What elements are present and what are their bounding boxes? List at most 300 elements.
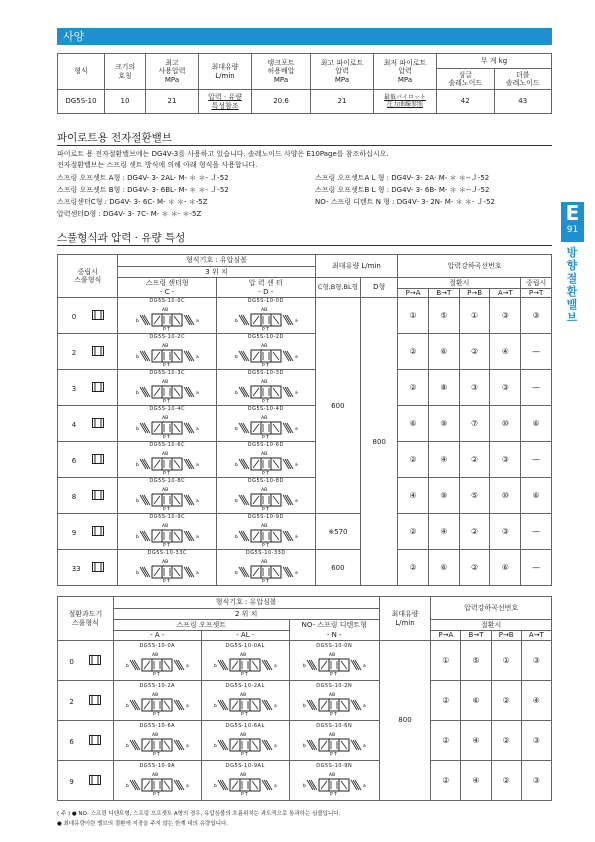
t3-h-al: - AL - xyxy=(201,631,289,641)
t3-curve-cell: ④ xyxy=(461,721,491,761)
t2-spool: 0 xyxy=(71,313,77,321)
spec-h-single: 싱글 솔레노이드 xyxy=(437,69,495,90)
svg-text:P T: P T xyxy=(153,712,161,716)
t2-curve-cell: ⑤ xyxy=(428,298,459,334)
t2-curve-cell: ③ xyxy=(490,442,521,478)
svg-text:P T: P T xyxy=(261,435,269,440)
spec-cell: 43 xyxy=(494,90,552,114)
t2-spool: 8 xyxy=(71,493,77,502)
valve-symbol xyxy=(210,730,280,756)
svg-text:a: a xyxy=(294,391,298,397)
valve-symbol xyxy=(132,341,202,367)
svg-text:AB: AB xyxy=(240,732,247,738)
t2-curve-cell: ⑤ xyxy=(459,478,490,514)
spool-icon xyxy=(92,346,104,356)
pilot-right-2: 스프링 오프셋트B L 형 : DG4V- 3- 6B- M- ＊ ＊--Ｊ-52 xyxy=(315,186,490,194)
t3-n-cell xyxy=(289,641,379,681)
svg-text:b: b xyxy=(234,391,238,397)
t2-c-cell xyxy=(118,478,217,514)
valve-symbol xyxy=(231,377,301,403)
t3-h-pos: 2 위 치 xyxy=(113,609,379,620)
t3-al-cell xyxy=(201,721,289,761)
pilot-left-1: 스프링 오프셋트 A형 : DG4V- 3- 2AL- M- ＊ ＊- Ｊ-52 xyxy=(57,174,229,182)
svg-text:AB: AB xyxy=(162,344,169,350)
svg-text:AB: AB xyxy=(152,692,159,698)
valve-symbol xyxy=(299,730,369,756)
t2-row xyxy=(58,298,552,334)
svg-text:b: b xyxy=(136,391,140,397)
svg-text:P T: P T xyxy=(163,363,171,368)
svg-text:b: b xyxy=(234,427,238,433)
pilot-section-rule xyxy=(57,145,552,146)
footnote-2: ● 최대유량이란 밸브의 절환에 지장을 주지 않는 한계 내의 유량입니다. xyxy=(57,821,229,827)
svg-text:a: a xyxy=(363,703,366,709)
valve-symbol xyxy=(132,521,202,547)
svg-text:AB: AB xyxy=(329,772,336,778)
valve-symbol xyxy=(132,305,202,331)
t3-spool-cell xyxy=(58,681,114,721)
t2-row xyxy=(58,442,552,478)
t2-d-code: DG5S-10-4D xyxy=(247,406,284,413)
spool-icon xyxy=(92,562,104,572)
t3-al-cell xyxy=(201,681,289,721)
svg-text:a: a xyxy=(186,743,190,749)
svg-text:a: a xyxy=(274,663,278,669)
valve-symbol xyxy=(231,305,301,331)
section-header-spec: 사양 xyxy=(57,28,552,45)
t3-curve-cell: ③ xyxy=(521,761,551,801)
t2-d-code: DG5S-10-6D xyxy=(247,442,284,449)
pilot-right-1: 스프링 오프셋트A L 형 : DG4V- 3- 2A- M- ＊ ＊--Ｊ-52 xyxy=(315,174,490,182)
valve-symbol xyxy=(299,770,369,796)
svg-text:AB: AB xyxy=(152,772,159,778)
t2-curve-cell: ② xyxy=(398,514,429,550)
svg-text:AB: AB xyxy=(162,560,169,566)
t2-spool: 6 xyxy=(71,457,77,466)
t2-curve-cell: ② xyxy=(459,442,490,478)
t2-d-code: DG5S-10-3D xyxy=(247,370,284,377)
t3-row xyxy=(58,681,552,721)
t2-h-press-sub: - D - xyxy=(217,288,316,298)
t2-h-neutral: 중립시 xyxy=(521,278,552,289)
t2-curve-cell: ② xyxy=(398,442,429,478)
side-tab-letter: E xyxy=(565,201,580,225)
t2-curve-cell: ⑥ xyxy=(428,334,459,370)
t2-h-d: D형 xyxy=(361,278,398,298)
t2-spool: 4 xyxy=(71,421,77,430)
svg-text:P T: P T xyxy=(163,471,171,476)
svg-text:P T: P T xyxy=(163,543,171,548)
t2-c-cell xyxy=(118,406,217,442)
svg-text:AB: AB xyxy=(162,524,169,530)
t2-curve-cell: ② xyxy=(398,370,429,406)
t2-c-code: DG5S-10-33C xyxy=(147,550,187,557)
t2-curve-cell: ② xyxy=(459,550,490,586)
t2-curve-cell: ③ xyxy=(490,298,521,334)
svg-text:b: b xyxy=(136,463,140,469)
t3-curve-cell: ④ xyxy=(461,761,491,801)
pilot-left-4: 압력센터D형 : DG4V- 3- 7C- M- ＊ ＊- ＊-5Z xyxy=(57,210,202,218)
t3-al-code: DG5S-10-2AL xyxy=(225,682,265,689)
t2-d-cell xyxy=(217,406,316,442)
t2-c-code: DG5S-10-6C xyxy=(149,442,186,449)
t2-col: P→A xyxy=(398,288,429,298)
t3-n-code: DG5S-10-2N xyxy=(316,682,353,689)
svg-text:AB: AB xyxy=(329,732,336,738)
spec-h-flow: 최대유량 L/min xyxy=(199,54,252,90)
svg-text:b: b xyxy=(136,499,140,505)
t3-curve-cell: ① xyxy=(431,641,461,681)
svg-text:P T: P T xyxy=(330,792,338,796)
pilot-section-title: 파이로트용 전자절환밸브 xyxy=(57,132,172,144)
t2-curve-cell: ③ xyxy=(490,514,521,550)
spool-icon xyxy=(92,418,104,428)
svg-text:AB: AB xyxy=(162,488,169,494)
t3-row xyxy=(58,641,552,681)
t2-spool: 3 xyxy=(71,385,77,394)
valve-symbol xyxy=(132,557,202,583)
spool-table-3pos xyxy=(57,254,552,586)
t2-curve-cell: ⑦ xyxy=(459,406,490,442)
spool-icon xyxy=(89,735,101,745)
side-tab-vertical-text: 방향절환밸브 xyxy=(566,246,578,324)
valve-symbol xyxy=(231,557,301,583)
t3-n-cell xyxy=(289,761,379,801)
t3-col: P→B xyxy=(491,631,521,641)
t2-curve-cell: ⑩ xyxy=(490,478,521,514)
svg-text:a: a xyxy=(196,391,199,397)
svg-text:b: b xyxy=(136,427,140,433)
spool-table-2pos xyxy=(57,596,552,801)
t2-c-cell xyxy=(118,442,217,478)
t2-h-spring: 스프링 센터형 xyxy=(118,278,217,289)
spool-icon xyxy=(89,775,101,785)
svg-text:P T: P T xyxy=(153,672,161,676)
svg-text:a: a xyxy=(186,663,190,669)
svg-text:b: b xyxy=(136,535,140,541)
valve-symbol xyxy=(132,413,202,439)
t3-n-cell xyxy=(289,681,379,721)
t3-h-spool: 절환과도기 스풀형식 xyxy=(58,597,114,641)
svg-text:AB: AB xyxy=(240,692,247,698)
svg-text:P T: P T xyxy=(241,672,249,676)
t3-a-cell xyxy=(113,681,201,721)
valve-symbol xyxy=(231,485,301,511)
svg-text:a: a xyxy=(294,355,298,361)
t2-row xyxy=(58,370,552,406)
t2-spool-cell xyxy=(58,334,118,370)
t2-curve-cell: — xyxy=(521,370,552,406)
svg-text:b: b xyxy=(234,319,238,324)
spec-h-size: 크기의 호칭 xyxy=(105,54,146,90)
spec-h-tank: 탱크포트 허용배압 MPa xyxy=(252,54,311,90)
valve-symbol xyxy=(210,770,280,796)
t3-col: P→A xyxy=(431,631,461,641)
t3-h-typecode: 형식기호 : 유압심볼 xyxy=(113,597,379,609)
t2-curve-cell: ⑥ xyxy=(428,550,459,586)
spec-h-weight: 무 게 kg xyxy=(437,54,552,69)
spool-icon xyxy=(92,310,104,320)
t3-a-code: DG5S-10-6A xyxy=(139,722,176,729)
valve-symbol xyxy=(231,341,301,367)
valve-symbol xyxy=(122,730,192,756)
spool-icon xyxy=(92,382,104,392)
t2-curve-cell: ① xyxy=(398,298,429,334)
t2-curve-cell: ⑥ xyxy=(490,550,521,586)
t2-col: A→T xyxy=(490,288,521,298)
svg-text:b: b xyxy=(214,783,218,789)
svg-text:b: b xyxy=(303,703,307,709)
t2-curve-cell: — xyxy=(521,550,552,586)
t2-d-code: DG5S-10-8D xyxy=(247,478,284,485)
t2-curve-cell: ③ xyxy=(459,370,490,406)
valve-symbol xyxy=(210,650,280,676)
t2-spool-cell xyxy=(58,406,118,442)
svg-text:AB: AB xyxy=(260,452,267,458)
pilot-text-line2: 전자절환밸브는 스프링 셋트 방식에 의해 아래 형식을 사용합니다. xyxy=(57,161,258,169)
svg-text:a: a xyxy=(196,535,199,541)
svg-text:P T: P T xyxy=(261,363,269,368)
t3-h-a: - A - xyxy=(113,631,201,641)
svg-text:b: b xyxy=(136,319,140,324)
svg-text:a: a xyxy=(363,783,366,789)
t2-row xyxy=(58,334,552,370)
spec-cell: 10 xyxy=(105,90,146,114)
t2-h-typecode: 형식기호 : 유압심볼 xyxy=(118,255,315,267)
t2-h-maxflow: 최대유량 L/min xyxy=(315,255,398,278)
t2-d-code: DG5S-10-2D xyxy=(247,334,284,341)
spec-h-double: 더블 솔레노이드 xyxy=(494,69,552,90)
svg-text:P T: P T xyxy=(261,543,269,548)
t3-curve-cell: ② xyxy=(431,681,461,721)
t3-a-code: DG5S-10-0A xyxy=(139,642,176,649)
flow-section-rule xyxy=(57,245,552,246)
t2-curve-cell: ⑨ xyxy=(428,406,459,442)
svg-text:P T: P T xyxy=(163,399,171,404)
pilot-left-3: 스프링센터C형 : DG4V- 3- 6C- M- ＊ ＊- ＊-5Z xyxy=(57,198,208,206)
valve-symbol xyxy=(231,449,301,475)
svg-text:AB: AB xyxy=(240,652,247,658)
svg-text:a: a xyxy=(196,463,199,469)
t2-row xyxy=(58,406,552,442)
t2-spool-cell xyxy=(58,514,118,550)
t2-d-cell xyxy=(217,442,316,478)
t3-al-code: DG5S-10-6AL xyxy=(225,722,265,729)
t3-spool-cell xyxy=(58,761,114,801)
t3-curve-cell: ③ xyxy=(521,721,551,761)
svg-text:b: b xyxy=(136,355,140,361)
t2-d-cell xyxy=(217,370,316,406)
t2-spool-cell xyxy=(58,442,118,478)
t2-flow-cbd: 600 xyxy=(315,298,361,514)
svg-text:AB: AB xyxy=(162,380,169,386)
svg-text:b: b xyxy=(126,703,130,709)
t2-curve-cell: ⑥ xyxy=(398,406,429,442)
t3-col: B→T xyxy=(461,631,491,641)
valve-symbol xyxy=(231,413,301,439)
t3-al-code: DG5S-10-0AL xyxy=(225,642,265,649)
flow-section-title: 스풀형식과 압력 · 유량 특성 xyxy=(57,232,186,244)
svg-text:b: b xyxy=(126,663,130,669)
t2-col: B→T xyxy=(428,288,459,298)
svg-text:b: b xyxy=(234,535,238,541)
t2-curve-cell: ③ xyxy=(521,298,552,334)
valve-symbol xyxy=(132,449,202,475)
t2-c-code: DG5S-10-9C xyxy=(149,514,186,521)
footnote-1: ( 주 ) ● NO- 스프링 디텐트형, 스프링 오프셋트 A형의 경우, 유압심볼의 흐름위치는 과도적으로 통과하는 심볼입니다. xyxy=(57,811,341,817)
svg-text:P T: P T xyxy=(261,507,269,512)
spool-icon xyxy=(92,490,104,500)
valve-symbol xyxy=(122,650,192,676)
t2-spool-cell xyxy=(58,298,118,334)
spec-cell: 21 xyxy=(311,90,374,114)
svg-text:b: b xyxy=(136,571,140,577)
svg-text:AB: AB xyxy=(162,416,169,422)
t2-c-code: DG5S-10-8C xyxy=(149,478,186,485)
t2-c-cell xyxy=(118,514,217,550)
t3-h-curve: 압력강하곡선번호 xyxy=(431,597,552,620)
svg-text:AB: AB xyxy=(152,732,159,738)
t2-curve-cell: ④ xyxy=(490,334,521,370)
svg-text:AB: AB xyxy=(260,380,267,386)
svg-text:a: a xyxy=(294,535,298,541)
svg-text:a: a xyxy=(294,571,298,577)
svg-text:a: a xyxy=(196,499,199,505)
t2-c-code: DG5S-10-0C xyxy=(149,298,186,304)
svg-text:a: a xyxy=(186,783,190,789)
t3-row xyxy=(58,761,552,801)
t2-curve-cell: ② xyxy=(398,550,429,586)
svg-text:a: a xyxy=(274,743,278,749)
t3-row xyxy=(58,721,552,761)
svg-text:P T: P T xyxy=(163,327,171,331)
spec-h-pressure: 최고 사용압력 MPa xyxy=(146,54,199,90)
spool-icon xyxy=(92,526,104,536)
valve-symbol xyxy=(299,650,369,676)
t3-curve-cell: ① xyxy=(491,641,521,681)
valve-symbol xyxy=(299,690,369,716)
t2-curve-cell: — xyxy=(521,442,552,478)
t2-curve-cell: ⑥ xyxy=(521,406,552,442)
svg-text:a: a xyxy=(294,499,298,505)
t3-spool: 6 xyxy=(69,737,74,746)
t3-curve-cell: ⑥ xyxy=(461,681,491,721)
t2-c-cell xyxy=(118,298,217,334)
svg-text:P T: P T xyxy=(153,752,161,756)
svg-text:b: b xyxy=(303,663,307,669)
t2-d-cell xyxy=(217,550,316,586)
pilot-right-3: NO- 스프링 디텐트 N 형 : DG4V- 3- 2N- M- ＊ ＊- Ｊ-52 xyxy=(315,198,495,206)
valve-symbol xyxy=(132,377,202,403)
t3-h-no: NO- 스프링 디텐트형 xyxy=(289,620,379,631)
t2-h-pos: 3 위 치 xyxy=(118,267,315,278)
t3-spool: 0 xyxy=(69,657,74,666)
t2-c-code: DG5S-10-2C xyxy=(149,334,186,341)
t2-d-cell xyxy=(217,478,316,514)
t2-curve-cell: ② xyxy=(459,514,490,550)
svg-text:P T: P T xyxy=(153,792,161,796)
valve-symbol xyxy=(122,770,192,796)
t3-a-code: DG5S-10-9A xyxy=(139,762,176,769)
t3-flow: 800 xyxy=(379,641,431,801)
svg-text:AB: AB xyxy=(162,308,169,313)
t2-curve-cell: ⑨ xyxy=(428,478,459,514)
svg-text:a: a xyxy=(294,319,298,324)
t2-h-spool: 중립시 스풀형식 xyxy=(58,255,118,298)
t3-spool-cell xyxy=(58,721,114,761)
spec-cell: 압력 · 유량 특성참조 xyxy=(199,90,252,114)
t2-d-code: DG5S-10-33D xyxy=(245,550,286,557)
side-tab xyxy=(561,202,584,242)
t2-d-cell xyxy=(217,334,316,370)
t2-h-switch: 절환시 xyxy=(398,278,521,289)
t3-spool: 9 xyxy=(69,777,74,786)
spec-cell: 21 xyxy=(146,90,199,114)
spool-icon xyxy=(92,454,104,464)
t2-spool: 9 xyxy=(71,529,77,538)
spec-cell: 20.6 xyxy=(252,90,311,114)
svg-text:a: a xyxy=(274,703,278,709)
svg-text:a: a xyxy=(363,663,366,669)
pilot-text-line1: 파이로트 용 전자절환밸브에는 DG4V-3를 사용하고 있습니다. 솔레노이드 사양은 E10Page를 참조하십시오. xyxy=(57,150,389,158)
t3-a-cell xyxy=(113,721,201,761)
valve-symbol xyxy=(122,690,192,716)
t2-curve-cell: ④ xyxy=(428,514,459,550)
t2-curve-cell: ⑩ xyxy=(490,406,521,442)
svg-text:b: b xyxy=(234,355,238,361)
t2-spool-cell xyxy=(58,550,118,586)
t2-d-code: DG5S-10-9D xyxy=(247,514,284,521)
svg-text:P T: P T xyxy=(241,792,249,796)
spec-h-pilot-max: 최고 파이로트 압력 MPa xyxy=(311,54,374,90)
svg-text:P T: P T xyxy=(163,507,171,512)
t3-curve-cell: ② xyxy=(491,681,521,721)
t3-curve-cell: ② xyxy=(491,721,521,761)
t3-a-cell xyxy=(113,641,201,681)
t2-c-cell xyxy=(118,334,217,370)
t2-col: P→T xyxy=(521,288,552,298)
t3-n-code: DG5S-10-6N xyxy=(316,722,353,729)
spec-cell: 最低パイロット 圧力曲線参照 xyxy=(374,90,437,114)
svg-text:AB: AB xyxy=(260,524,267,530)
side-tab-vertical-label xyxy=(566,246,580,324)
t3-spool-cell xyxy=(58,641,114,681)
t2-c-cell xyxy=(118,550,217,586)
t2-c-code: DG5S-10-3C xyxy=(149,370,186,377)
t2-curve-cell: ③ xyxy=(490,370,521,406)
svg-text:P T: P T xyxy=(261,399,269,404)
t3-curve-cell: ② xyxy=(491,761,521,801)
spool-icon xyxy=(89,655,101,665)
svg-text:P T: P T xyxy=(163,579,171,584)
t2-row xyxy=(58,550,552,586)
svg-text:a: a xyxy=(294,427,298,433)
svg-text:b: b xyxy=(126,743,130,749)
svg-text:AB: AB xyxy=(260,344,267,350)
t2-col: P→B xyxy=(459,288,490,298)
t2-d-code: DG5S-10-0D xyxy=(247,298,284,304)
t2-h-curve: 압력강하곡선번호 xyxy=(398,255,552,278)
t2-curve-cell: ⑧ xyxy=(428,370,459,406)
t3-curve-cell: ④ xyxy=(521,681,551,721)
svg-text:P T: P T xyxy=(163,435,171,440)
svg-text:AB: AB xyxy=(162,452,169,458)
svg-text:P T: P T xyxy=(261,471,269,476)
t2-c-code: DG5S-10-4C xyxy=(149,406,186,413)
t2-curve-cell: — xyxy=(521,334,552,370)
t2-flow-d: 800 xyxy=(361,298,398,586)
svg-text:AB: AB xyxy=(260,416,267,422)
